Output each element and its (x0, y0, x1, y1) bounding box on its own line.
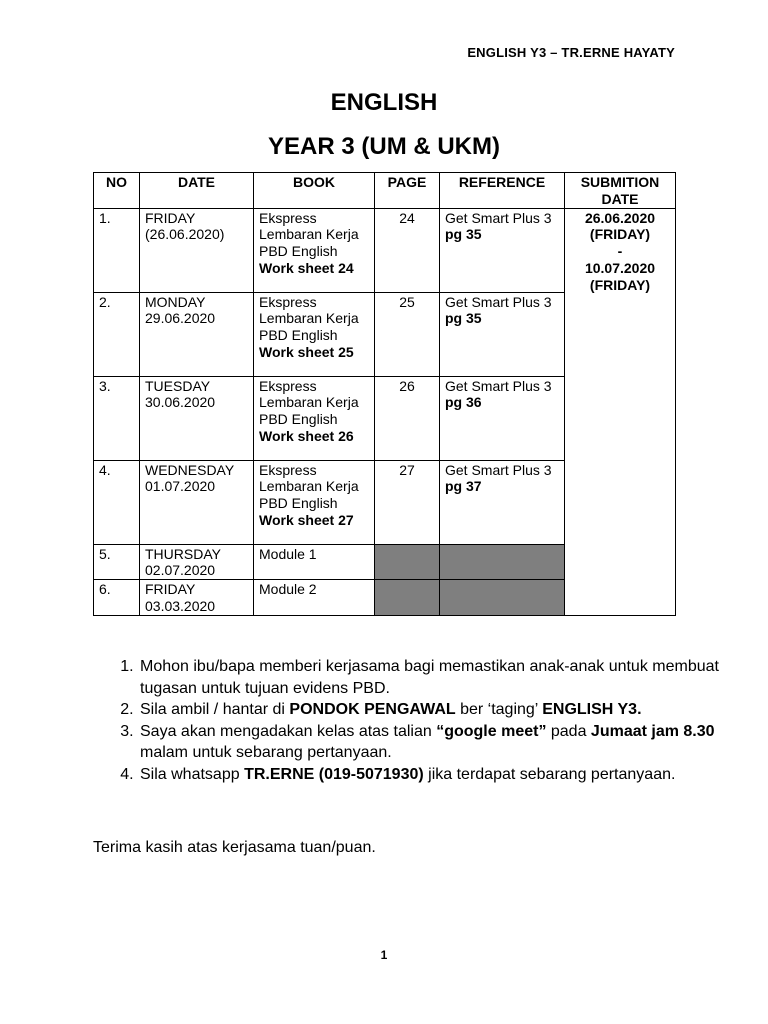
list-item (138, 721, 738, 764)
row-page: 24 (375, 208, 440, 292)
row-day: THURSDAY (145, 545, 221, 562)
note-3-text-end: malam untuk sebarang pertanyaan. (140, 744, 392, 761)
row-page-empty (375, 544, 440, 580)
submission-start-day: (FRIDAY) (589, 226, 651, 243)
row-day: FRIDAY (145, 581, 196, 598)
row-no: 3. (94, 376, 140, 460)
row-page: 25 (375, 292, 440, 376)
row-no: 5. (94, 544, 140, 580)
table-row (94, 208, 676, 292)
document-subtitle: YEAR 3 (UM & UKM) (268, 133, 500, 160)
list-item (138, 764, 738, 786)
row-date (140, 292, 254, 376)
note-2-text: Sila ambil / hantar di (140, 701, 290, 718)
row-book: Module 2 (254, 580, 375, 616)
row-book (254, 292, 375, 376)
row-worksheet: Work sheet 24 (259, 259, 354, 276)
note-3-text: Saya akan mengadakan kelas atas talian (140, 722, 437, 740)
notes-list (93, 656, 738, 785)
row-no: 1. (94, 208, 140, 292)
submission-dash: - (617, 243, 623, 260)
row-reference-page: pg 35 (445, 226, 482, 243)
note-2-tag: ENGLISH Y3. (542, 701, 642, 718)
row-day: MONDAY (145, 293, 206, 310)
list-item (138, 656, 738, 699)
submission-date-cell (565, 208, 676, 615)
row-book-title: Ekspress Lembaran Kerja PBD English (259, 377, 359, 428)
row-day: WEDNESDAY (145, 461, 235, 478)
header-date: DATE (140, 173, 254, 209)
note-4-text: Sila whatsapp (140, 765, 245, 783)
row-no: 6. (94, 580, 140, 616)
row-date (140, 208, 254, 292)
submission-end-day: (FRIDAY) (589, 276, 651, 293)
row-reference-empty (440, 544, 565, 580)
row-book-title: Ekspress Lembaran Kerja PBD English (259, 461, 359, 512)
row-book-title: Ekspress Lembaran Kerja PBD English (259, 293, 359, 344)
row-date-value: 30.06.2020 (145, 394, 216, 411)
row-date (140, 376, 254, 460)
row-no: 4. (94, 460, 140, 544)
row-date-value: 02.07.2020 (145, 562, 216, 579)
row-date (140, 580, 254, 616)
row-page: 27 (375, 460, 440, 544)
header-no: NO (94, 173, 140, 209)
row-no: 2. (94, 292, 140, 376)
note-3-time: Jumaat jam 8.30 (590, 722, 715, 740)
submission-end-date: 10.07.2020 (584, 259, 656, 276)
note-3-platform: “google meet” (436, 722, 547, 740)
row-reference-book: Get Smart Plus 3 (445, 377, 552, 394)
page-header: ENGLISH Y3 – TR.ERNE HAYATY (467, 45, 675, 60)
row-book (254, 208, 375, 292)
row-reference-page: pg 37 (445, 478, 482, 495)
row-reference (440, 376, 565, 460)
note-1-text: Mohon ibu/bapa memberi kerjasama bagi memastikan anak-anak untuk membuat tugasan untuk tujuan evidens PBD. (140, 658, 719, 697)
row-reference (440, 292, 565, 376)
row-page: 26 (375, 376, 440, 460)
note-4-contact: TR.ERNE (019-5071930) (244, 765, 424, 783)
submission-start-date: 26.06.2020 (584, 209, 656, 226)
row-reference-book: Get Smart Plus 3 (445, 293, 552, 310)
row-worksheet: Work sheet 27 (259, 511, 354, 528)
row-date-value: 03.03.2020 (145, 597, 216, 614)
row-reference-book: Get Smart Plus 3 (445, 461, 552, 478)
row-date (140, 544, 254, 580)
row-reference-page: pg 36 (445, 394, 482, 411)
row-date-value: 01.07.2020 (145, 478, 216, 495)
row-reference-book: Get Smart Plus 3 (445, 209, 552, 226)
row-reference-page: pg 35 (445, 310, 482, 327)
row-worksheet: Work sheet 26 (259, 427, 354, 444)
row-reference (440, 460, 565, 544)
row-reference-empty (440, 580, 565, 616)
row-book (254, 376, 375, 460)
header-page: PAGE (375, 173, 440, 209)
row-date (140, 460, 254, 544)
closing-text: Terima kasih atas kerjasama tuan/puan. (93, 839, 376, 856)
header-reference: REFERENCE (440, 173, 565, 209)
row-day: FRIDAY (145, 209, 196, 226)
note-4-text-end: jika terdapat sebarang pertanyaan. (423, 765, 676, 783)
row-worksheet: Work sheet 25 (259, 343, 354, 360)
row-reference (440, 208, 565, 292)
row-book-title: Ekspress Lembaran Kerja PBD English (259, 209, 359, 260)
header-submission-date: SUBMITION DATE (565, 173, 676, 209)
row-page-empty (375, 580, 440, 616)
row-book (254, 460, 375, 544)
schedule-table (93, 172, 676, 616)
row-date-value: (26.06.2020) (145, 226, 225, 243)
row-day: TUESDAY (145, 377, 211, 394)
page-number: 1 (380, 948, 388, 962)
note-2-text-mid: ber ‘taging’ (455, 701, 543, 718)
note-3-text-mid: pada (546, 722, 591, 740)
note-2-location: PONDOK PENGAWAL (289, 701, 456, 718)
row-date-value: 29.06.2020 (145, 310, 216, 327)
header-book: BOOK (254, 173, 375, 209)
row-book: Module 1 (254, 544, 375, 580)
table-header-row (94, 173, 676, 209)
document-title: ENGLISH (330, 89, 438, 116)
list-item (138, 699, 738, 721)
